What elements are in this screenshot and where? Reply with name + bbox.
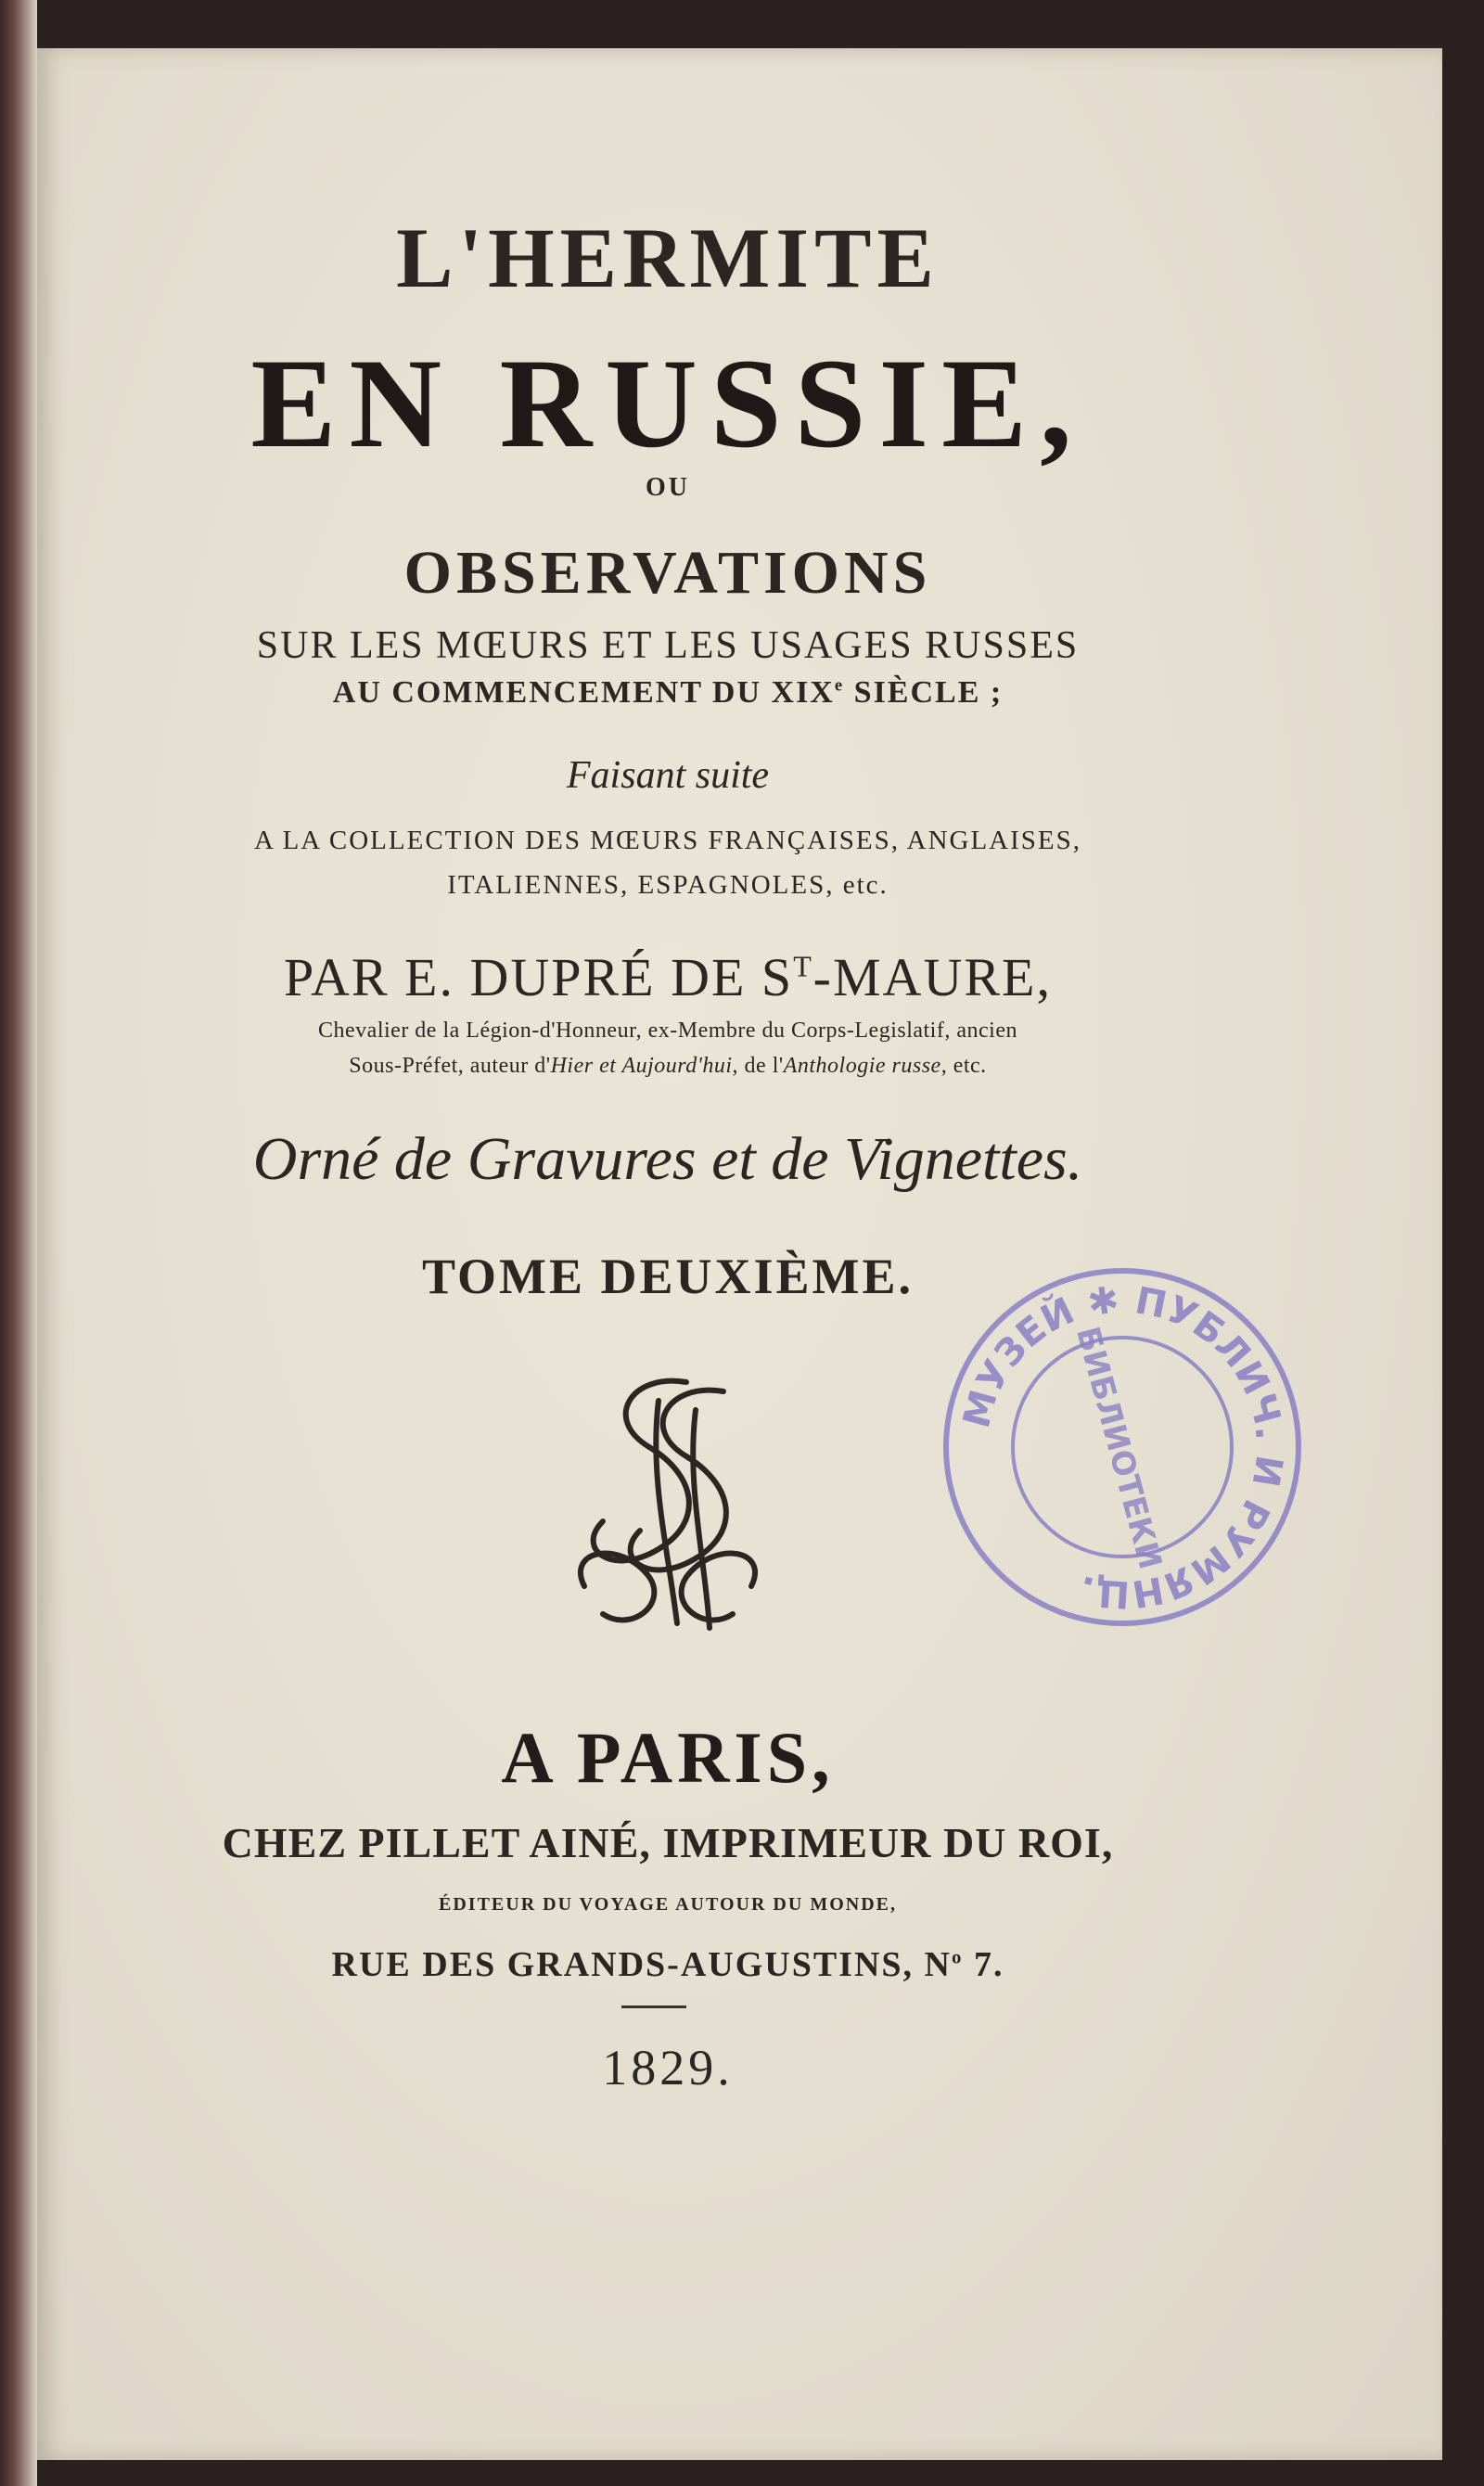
author-superscript: T — [793, 950, 813, 983]
credentials-work-1: Hier et Aujourd'hui — [550, 1054, 733, 1078]
stamp-outer-text: МУЗЕЙ ✱ ПУБЛИЧ. И РУМЯНЦ. — [955, 1278, 1291, 1616]
credentials-work-2: Anthologie russe — [783, 1054, 941, 1078]
title-line-1: L'HERMITE — [396, 211, 940, 305]
credentials-text-c: , de l' — [732, 1054, 784, 1078]
subtitle-superscript: e — [834, 675, 845, 696]
credentials-text-e: , etc. — [940, 1054, 987, 1078]
volume-line: TOME DEUXIÈME. — [421, 1249, 915, 1304]
subtitle-line-2-end: SIÈCLE ; — [844, 675, 1004, 710]
imprint-address-number: 7. — [963, 1945, 1004, 1984]
imprint-publisher: CHEZ PILLET AINÉ, IMPRIMEUR DU ROI, — [222, 1819, 1114, 1866]
library-stamp-icon — [937, 1262, 1308, 1633]
ornament-line: Orné de Gravures et de Vignettes. — [252, 1125, 1083, 1193]
subtitle-line-2-text: AU COMMENCEMENT DU XIX — [332, 675, 835, 710]
imprint-address — [0, 1944, 1336, 1985]
imprint-rule — [621, 2005, 686, 2008]
title-line-3: OBSERVATIONS — [403, 539, 932, 607]
author-name: PAR E. DUPRÉ DE S — [284, 947, 794, 1007]
imprint-address-superscript: o — [952, 1945, 964, 1968]
title-conjunction: OU — [646, 473, 690, 502]
author-line — [0, 946, 1336, 1008]
imprint-address-text: RUE DES GRANDS-AUGUSTINS, N — [331, 1945, 952, 1984]
imprint-year: 1829. — [602, 2040, 734, 2095]
series-intro: Faisant suite — [566, 754, 770, 797]
series-line-1: A LA COLLECTION DES MŒURS FRANÇAISES, ANGLAISES, — [254, 826, 1081, 855]
credentials-text-a: Sous-Préfet, auteur d' — [349, 1054, 551, 1078]
series-line-2: ITALIENNES, ESPAGNOLES, etc. — [447, 870, 889, 900]
imprint-city: A PARIS, — [501, 1717, 835, 1798]
imprint-editor-line: ÉDITEUR DU VOYAGE AUTOUR DU MONDE, — [439, 1894, 897, 1915]
publisher-monogram-icon — [547, 1364, 788, 1642]
author-name-end: -MAURE, — [812, 947, 1052, 1007]
author-credentials-1: Chevalier de la Légion-d'Honneur, ex-Membre du Corps-Legislatif, ancien — [318, 1019, 1017, 1043]
subtitle-line-2 — [0, 675, 1336, 711]
stamp-inner-text: БИБЛИОТЕКИ — [1068, 1323, 1170, 1573]
subtitle-line-1: SUR LES MŒURS ET LES USAGES RUSSES — [256, 624, 1080, 667]
title-line-2: EN RUSSIE, — [250, 332, 1085, 474]
author-credentials-2 — [0, 1054, 1336, 1079]
